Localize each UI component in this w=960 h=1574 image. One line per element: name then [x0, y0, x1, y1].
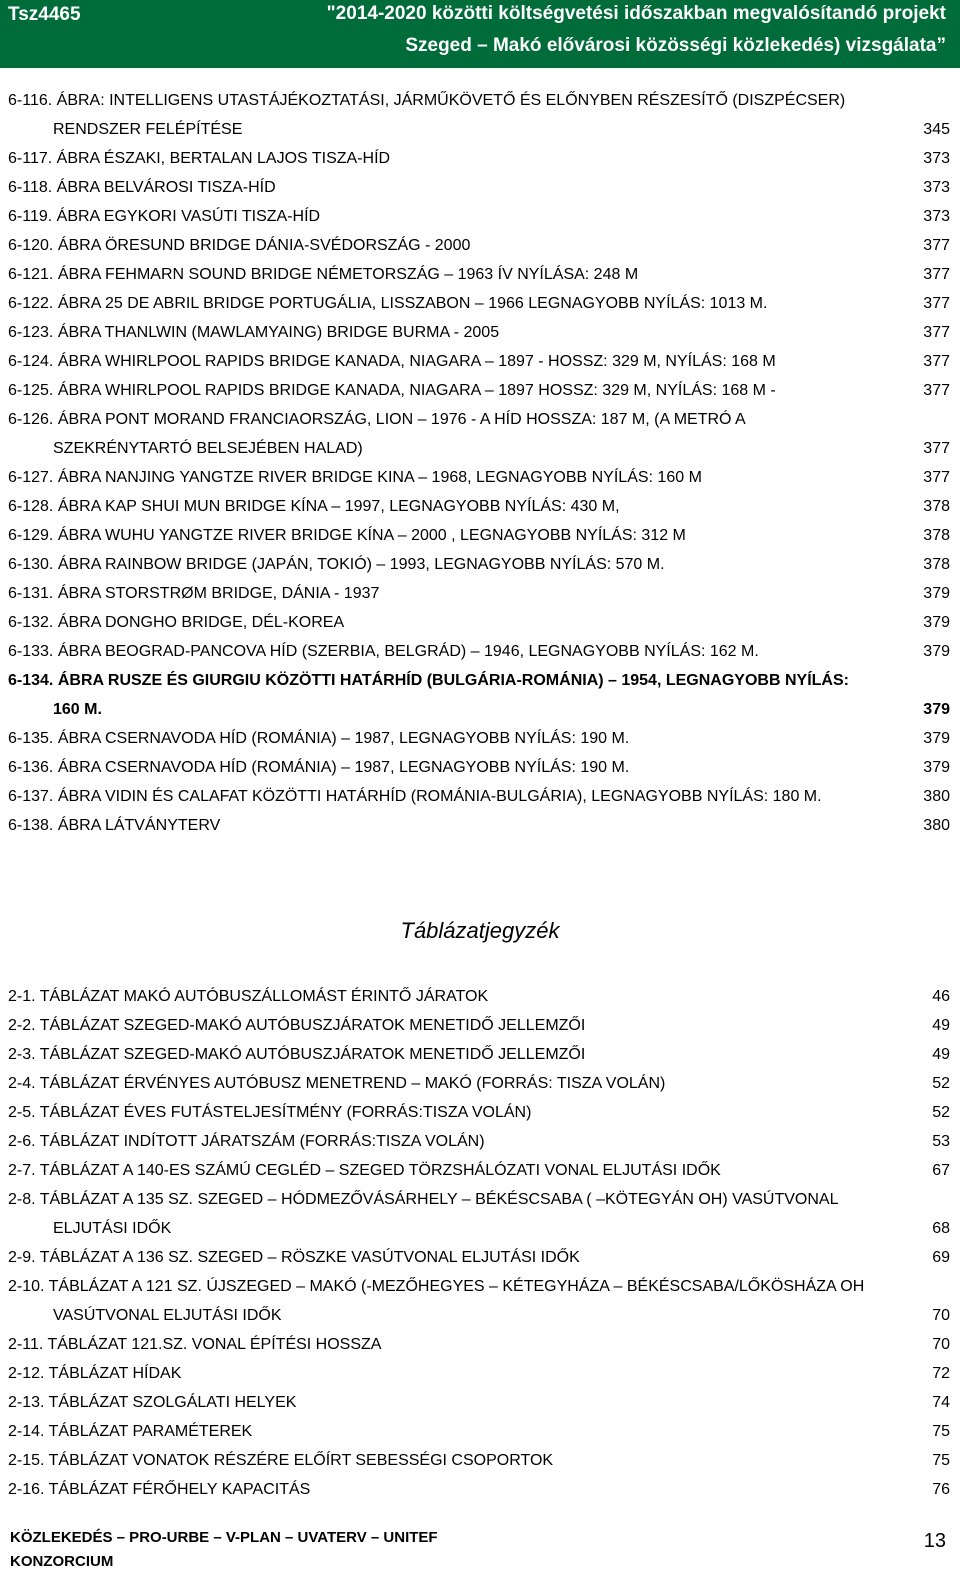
entry-number: 2-16. — [8, 1481, 45, 1498]
figure-entry[interactable] — [0, 347, 960, 376]
entry-text — [0, 289, 960, 318]
entry-page-number: 377 — [923, 382, 950, 399]
entry-page-number: 75 — [932, 1423, 950, 1440]
entry-caption: ÁBRA LÁTVÁNYTERV — [57, 817, 221, 834]
entry-page-number: 380 — [923, 817, 950, 834]
figure-entry[interactable] — [0, 724, 960, 753]
entry-text — [0, 666, 960, 724]
entry-text — [0, 1243, 960, 1272]
figure-entry[interactable] — [0, 521, 960, 550]
entry-number: 2-12. — [8, 1365, 45, 1382]
entry-caption: ÁBRA 25 DE ABRIL BRIDGE PORTUGÁLIA, LISSZABON – 1966 LEGNAGYOBB NYÍLÁS: 1013 M. — [57, 295, 768, 312]
entry-page-number: 379 — [923, 614, 950, 631]
entry-caption: TÁBLÁZAT A 136 SZ. SZEGED – RÖSZKE VASÚTVONAL ELJUTÁSI IDŐK — [39, 1249, 580, 1266]
entry-caption-continued: 160 M. — [53, 701, 102, 718]
entry-caption-continued: RENDSZER FELÉPÍTÉSE — [53, 121, 243, 138]
entry-caption: ÁBRA KAP SHUI MUN BRIDGE KÍNA – 1997, LEGNAGYOBB NYÍLÁS: 430 M, — [57, 498, 620, 515]
entry-text — [0, 1040, 960, 1069]
entry-caption: ÁBRA WHIRLPOOL RAPIDS BRIDGE KANADA, NIAGARA – 1897 - HOSSZ: 329 M, NYÍLÁS: 168 M — [57, 353, 776, 370]
entry-page-number: 379 — [923, 701, 950, 718]
entry-number: 6-128. — [8, 498, 54, 515]
entry-number: 6-134. — [8, 672, 54, 689]
table-entry[interactable] — [0, 1040, 960, 1069]
entry-number: 6-122. — [8, 295, 54, 312]
figure-entry[interactable] — [0, 579, 960, 608]
entry-page-number: 377 — [923, 266, 950, 283]
project-title-line2: Szeged – Makó elővárosi közösségi közlekedés) vizsgálata” — [405, 35, 946, 56]
entry-number: 6-120. — [8, 237, 54, 254]
entry-text — [0, 1185, 960, 1243]
table-entry[interactable] — [0, 1446, 960, 1475]
entry-caption: ÁBRA RAINBOW BRIDGE (JAPÁN, TOKIÓ) – 1993, LEGNAGYOBB NYÍLÁS: 570 M. — [57, 556, 665, 573]
entry-number: 2-11. — [8, 1336, 44, 1353]
entry-caption: ÁBRA CSERNAVODA HÍD (ROMÁNIA) – 1987, LEGNAGYOBB NYÍLÁS: 190 M. — [57, 759, 630, 776]
table-entry[interactable] — [0, 1098, 960, 1127]
figure-entry[interactable] — [0, 376, 960, 405]
entry-caption: ÁBRA CSERNAVODA HÍD (ROMÁNIA) – 1987, LEGNAGYOBB NYÍLÁS: 190 M. — [57, 730, 630, 747]
entry-number: 6-133. — [8, 643, 54, 660]
entry-caption: TÁBLÁZAT SZEGED-MAKÓ AUTÓBUSZJÁRATOK MENETIDŐ JELLEMZŐI — [39, 1046, 586, 1063]
entry-page-number: 52 — [932, 1075, 950, 1092]
entry-page-number: 377 — [923, 353, 950, 370]
entry-caption: ÁBRA RUSZE ÉS GIURGIU KÖZÖTTI HATÁRHÍD (BULGÁRIA-ROMÁNIA) – 1954, LEGNAGYOBB NYÍLÁS: — [57, 672, 849, 689]
entry-page-number: 379 — [923, 643, 950, 660]
entry-text — [0, 463, 960, 492]
entry-page-number: 373 — [923, 150, 950, 167]
entry-text — [0, 982, 960, 1011]
entry-number: 6-121. — [8, 266, 54, 283]
entry-text — [0, 637, 960, 666]
entry-caption-continued: VASÚTVONAL ELJUTÁSI IDŐK — [53, 1307, 282, 1324]
entry-text — [0, 1069, 960, 1098]
entry-number: 6-119. — [8, 208, 53, 225]
entry-caption: ÁBRA WUHU YANGTZE RIVER BRIDGE KÍNA – 2000 , LEGNAGYOBB NYÍLÁS: 312 M — [57, 527, 686, 544]
entry-page-number: 377 — [923, 440, 950, 457]
entry-page-number: 380 — [923, 788, 950, 805]
entry-number: 2-4. — [8, 1075, 36, 1092]
entry-caption: TÁBLÁZAT SZOLGÁLATI HELYEK — [48, 1394, 297, 1411]
entry-text — [0, 1156, 960, 1185]
entry-caption: TÁBLÁZAT ÉRVÉNYES AUTÓBUSZ MENETREND – MAKÓ (FORRÁS: TISZA VOLÁN) — [39, 1075, 666, 1092]
figure-entry[interactable] — [0, 202, 960, 231]
page-header — [0, 0, 960, 68]
entry-caption: TÁBLÁZAT A 121 SZ. ÚJSZEGED – MAKÓ (-MEZŐHEGYES – KÉTEGYHÁZA – BÉKÉSCSABA/LŐKÖSHÁZA OH — [48, 1278, 865, 1295]
figure-entry[interactable] — [0, 463, 960, 492]
entry-caption: ÁBRA ÉSZAKI, BERTALAN LAJOS TISZA-HÍD — [56, 150, 391, 167]
entry-page-number: 72 — [932, 1365, 950, 1382]
entry-number: 2-9. — [8, 1249, 36, 1266]
footer-consortium — [10, 1526, 438, 1574]
entry-number: 2-14. — [8, 1423, 45, 1440]
table-entry[interactable] — [0, 1388, 960, 1417]
entry-caption: TÁBLÁZAT A 135 SZ. SZEGED – HÓDMEZŐVÁSÁRHELY – BÉKÉSCSABA ( –KÖTEGYÁN OH) VASÚTVONAL — [39, 1191, 839, 1208]
figure-entry[interactable] — [0, 405, 960, 463]
entry-page-number: 377 — [923, 237, 950, 254]
entry-text — [0, 608, 960, 637]
entry-caption: ÁBRA PONT MORAND FRANCIAORSZÁG, LION – 1976 - A HÍD HOSSZA: 187 M, (A METRÓ A — [57, 411, 746, 428]
table-entry[interactable] — [0, 982, 960, 1011]
figure-entry[interactable] — [0, 608, 960, 637]
entry-caption: TÁBLÁZAT INDÍTOTT JÁRATSZÁM (FORRÁS:TISZA VOLÁN) — [39, 1133, 485, 1150]
entry-caption: ÁBRA DONGHO BRIDGE, DÉL-KOREA — [57, 614, 345, 631]
entry-caption: TÁBLÁZAT FÉRŐHELY KAPACITÁS — [48, 1481, 311, 1498]
entry-caption: ÁBRA NANJING YANGTZE RIVER BRIDGE KINA – 1968, LEGNAGYOBB NYÍLÁS: 160 M — [57, 469, 702, 486]
entry-caption: TÁBLÁZAT A 140-ES SZÁMÚ CEGLÉD – SZEGED TÖRZSHÁLÓZATI VONAL ELJUTÁSI IDŐK — [39, 1162, 721, 1179]
figure-entry[interactable] — [0, 753, 960, 782]
entry-number: 2-10. — [8, 1278, 45, 1295]
figure-entry[interactable] — [0, 289, 960, 318]
entry-page-number: 67 — [932, 1162, 950, 1179]
entry-page-number: 379 — [923, 585, 950, 602]
entry-text — [0, 1127, 960, 1156]
footer-line2: KONZORCIUM — [10, 1553, 114, 1570]
entry-number: 6-138. — [8, 817, 54, 834]
entry-caption-continued: ELJUTÁSI IDŐK — [53, 1220, 172, 1237]
entry-number: 6-116. — [8, 92, 53, 109]
entry-text — [0, 318, 960, 347]
entry-page-number: 52 — [932, 1104, 950, 1121]
entry-number: 2-1. — [8, 988, 36, 1005]
entry-text — [0, 1388, 960, 1417]
entry-caption: ÁBRA FEHMARN SOUND BRIDGE NÉMETORSZÁG – 1963 ÍV NYÍLÁSA: 248 M — [57, 266, 639, 283]
entry-text — [0, 579, 960, 608]
entry-page-number: 378 — [923, 556, 950, 573]
figure-entry[interactable] — [0, 318, 960, 347]
entry-page-number: 69 — [932, 1249, 950, 1266]
entry-text — [0, 492, 960, 521]
entry-caption: ÁBRA BEOGRAD-PANCOVA HÍD (SZERBIA, BELGRÁD) – 1946, LEGNAGYOBB NYÍLÁS: 162 M. — [57, 643, 759, 660]
entry-caption: ÁBRA STORSTRØM BRIDGE, DÁNIA - 1937 — [57, 585, 380, 602]
entry-number: 6-130. — [8, 556, 54, 573]
entry-number: 6-118. — [8, 179, 53, 196]
entry-caption: ÁBRA ÖRESUND BRIDGE DÁNIA-SVÉDORSZÁG - 2000 — [57, 237, 471, 254]
entry-text — [0, 724, 960, 753]
figure-entry[interactable] — [0, 173, 960, 202]
entry-page-number: 75 — [932, 1452, 950, 1469]
entry-page-number: 70 — [932, 1336, 950, 1353]
entry-text — [0, 1446, 960, 1475]
table-list-title: Táblázatjegyzék — [400, 918, 560, 943]
entry-text — [0, 202, 960, 231]
entry-number: 2-8. — [8, 1191, 36, 1208]
entry-page-number: 379 — [923, 730, 950, 747]
figure-entry[interactable] — [0, 782, 960, 811]
entry-text — [0, 1098, 960, 1127]
entry-text — [0, 405, 960, 463]
figure-entry[interactable] — [0, 637, 960, 666]
entry-text — [0, 231, 960, 260]
entry-number: 6-125. — [8, 382, 54, 399]
entry-number: 6-124. — [8, 353, 54, 370]
entry-text — [0, 1417, 960, 1446]
entry-caption: TÁBLÁZAT ÉVES FUTÁSTELJESÍTMÉNY (FORRÁS:TISZA VOLÁN) — [39, 1104, 532, 1121]
entry-number: 2-13. — [8, 1394, 45, 1411]
table-entry[interactable] — [0, 1475, 960, 1504]
entry-caption: TÁBLÁZAT PARAMÉTEREK — [48, 1423, 253, 1440]
entry-caption: TÁBLÁZAT HÍDAK — [48, 1365, 182, 1382]
entry-page-number: 377 — [923, 324, 950, 341]
entry-caption: TÁBLÁZAT MAKÓ AUTÓBUSZÁLLOMÁST ÉRINTŐ JÁRATOK — [39, 988, 489, 1005]
entry-page-number: 49 — [932, 1017, 950, 1034]
entry-caption: ÁBRA: INTELLIGENS UTASTÁJÉKOZTATÁSI, JÁRMŰKÖVETŐ ÉS ELŐNYBEN RÉSZESÍTŐ (DISZPÉCSER) — [56, 92, 846, 109]
entry-caption: ÁBRA EGYKORI VASÚTI TISZA-HÍD — [56, 208, 321, 225]
table-entry[interactable] — [0, 1272, 960, 1330]
table-entry[interactable] — [0, 1417, 960, 1446]
entry-caption: ÁBRA VIDIN ÉS CALAFAT KÖZÖTTI HATÁRHÍD (ROMÁNIA-BULGÁRIA), LEGNAGYOBB NYÍLÁS: 180 M. — [57, 788, 822, 805]
table-entry[interactable] — [0, 1243, 960, 1272]
entry-page-number: 53 — [932, 1133, 950, 1150]
entry-number: 6-129. — [8, 527, 54, 544]
entry-text — [0, 550, 960, 579]
entry-page-number: 49 — [932, 1046, 950, 1063]
entry-text — [0, 1272, 960, 1330]
entry-number: 6-132. — [8, 614, 54, 631]
entry-page-number: 378 — [923, 498, 950, 515]
entry-text — [0, 260, 960, 289]
entry-page-number: 377 — [923, 469, 950, 486]
entry-caption: TÁBLÁZAT VONATOK RÉSZÉRE ELŐÍRT SEBESSÉGI CSOPORTOK — [48, 1452, 554, 1469]
entry-number: 6-117. — [8, 150, 53, 167]
entry-page-number: 46 — [932, 988, 950, 1005]
entry-text — [0, 173, 960, 202]
entry-text — [0, 1330, 960, 1359]
entry-caption: ÁBRA THANLWIN (MAWLAMYAING) BRIDGE BURMA - 2005 — [57, 324, 500, 341]
entry-page-number: 373 — [923, 208, 950, 225]
entry-caption-continued: SZEKRÉNYTARTÓ BELSEJÉBEN HALAD) — [53, 440, 363, 457]
entry-text — [0, 811, 960, 840]
entry-page-number: 74 — [932, 1394, 950, 1411]
table-entry[interactable] — [0, 1127, 960, 1156]
entry-caption: ÁBRA BELVÁROSI TISZA-HÍD — [56, 179, 276, 196]
table-entry[interactable] — [0, 1185, 960, 1243]
entry-page-number: 76 — [932, 1481, 950, 1498]
entry-number: 2-3. — [8, 1046, 36, 1063]
entry-text — [0, 782, 960, 811]
entry-number: 6-136. — [8, 759, 54, 776]
entry-number: 6-135. — [8, 730, 54, 747]
entry-page-number: 68 — [932, 1220, 950, 1237]
entry-number: 2-15. — [8, 1452, 45, 1469]
table-entry[interactable] — [0, 1359, 960, 1388]
entry-text — [0, 1359, 960, 1388]
entry-page-number: 70 — [932, 1307, 950, 1324]
entry-number: 6-126. — [8, 411, 54, 428]
project-title-line1: "2014-2020 közötti költségvetési időszakban megvalósítandó projekt — [326, 3, 946, 24]
entry-text — [0, 1011, 960, 1040]
entry-text — [0, 521, 960, 550]
entry-caption: TÁBLÁZAT 121.SZ. VONAL ÉPÍTÉSI HOSSZA — [47, 1336, 382, 1353]
entry-page-number: 377 — [923, 295, 950, 312]
entry-number: 6-131. — [8, 585, 54, 602]
entry-text — [0, 1475, 960, 1504]
table-entry[interactable] — [0, 1330, 960, 1359]
figure-entry[interactable] — [0, 86, 960, 144]
footer-line1: KÖZLEKEDÉS – PRO-URBE – V-PLAN – UVATERV – UNITEF — [10, 1529, 438, 1546]
entry-caption: TÁBLÁZAT SZEGED-MAKÓ AUTÓBUSZJÁRATOK MENETIDŐ JELLEMZŐI — [39, 1017, 586, 1034]
table-entry[interactable] — [0, 1069, 960, 1098]
entry-number: 6-127. — [8, 469, 54, 486]
figure-entry[interactable] — [0, 144, 960, 173]
figure-entry[interactable] — [0, 231, 960, 260]
entry-text — [0, 376, 960, 405]
figure-entry[interactable] — [0, 492, 960, 521]
entry-page-number: 379 — [923, 759, 950, 776]
entry-number: 2-7. — [8, 1162, 36, 1179]
figure-list — [0, 86, 960, 840]
entry-number: 2-6. — [8, 1133, 36, 1150]
entry-text — [0, 753, 960, 782]
figure-entry[interactable] — [0, 666, 960, 724]
table-entry[interactable] — [0, 1156, 960, 1185]
document-code: Tsz4465 — [8, 4, 81, 25]
figure-entry[interactable] — [0, 811, 960, 840]
entry-page-number: 345 — [923, 121, 950, 138]
entry-number: 2-2. — [8, 1017, 36, 1034]
page-number: 13 — [923, 1530, 946, 1552]
table-entry[interactable] — [0, 1011, 960, 1040]
figure-entry[interactable] — [0, 260, 960, 289]
entry-text — [0, 347, 960, 376]
table-list — [0, 982, 960, 1504]
entry-number: 2-5. — [8, 1104, 36, 1121]
entry-page-number: 373 — [923, 179, 950, 196]
entry-text — [0, 144, 960, 173]
entry-text — [0, 86, 960, 144]
entry-page-number: 378 — [923, 527, 950, 544]
entry-number: 6-137. — [8, 788, 54, 805]
entry-caption: ÁBRA WHIRLPOOL RAPIDS BRIDGE KANADA, NIAGARA – 1897 HOSSZ: 329 M, NYÍLÁS: 168 M - — [57, 382, 776, 399]
entry-number: 6-123. — [8, 324, 54, 341]
figure-entry[interactable] — [0, 550, 960, 579]
